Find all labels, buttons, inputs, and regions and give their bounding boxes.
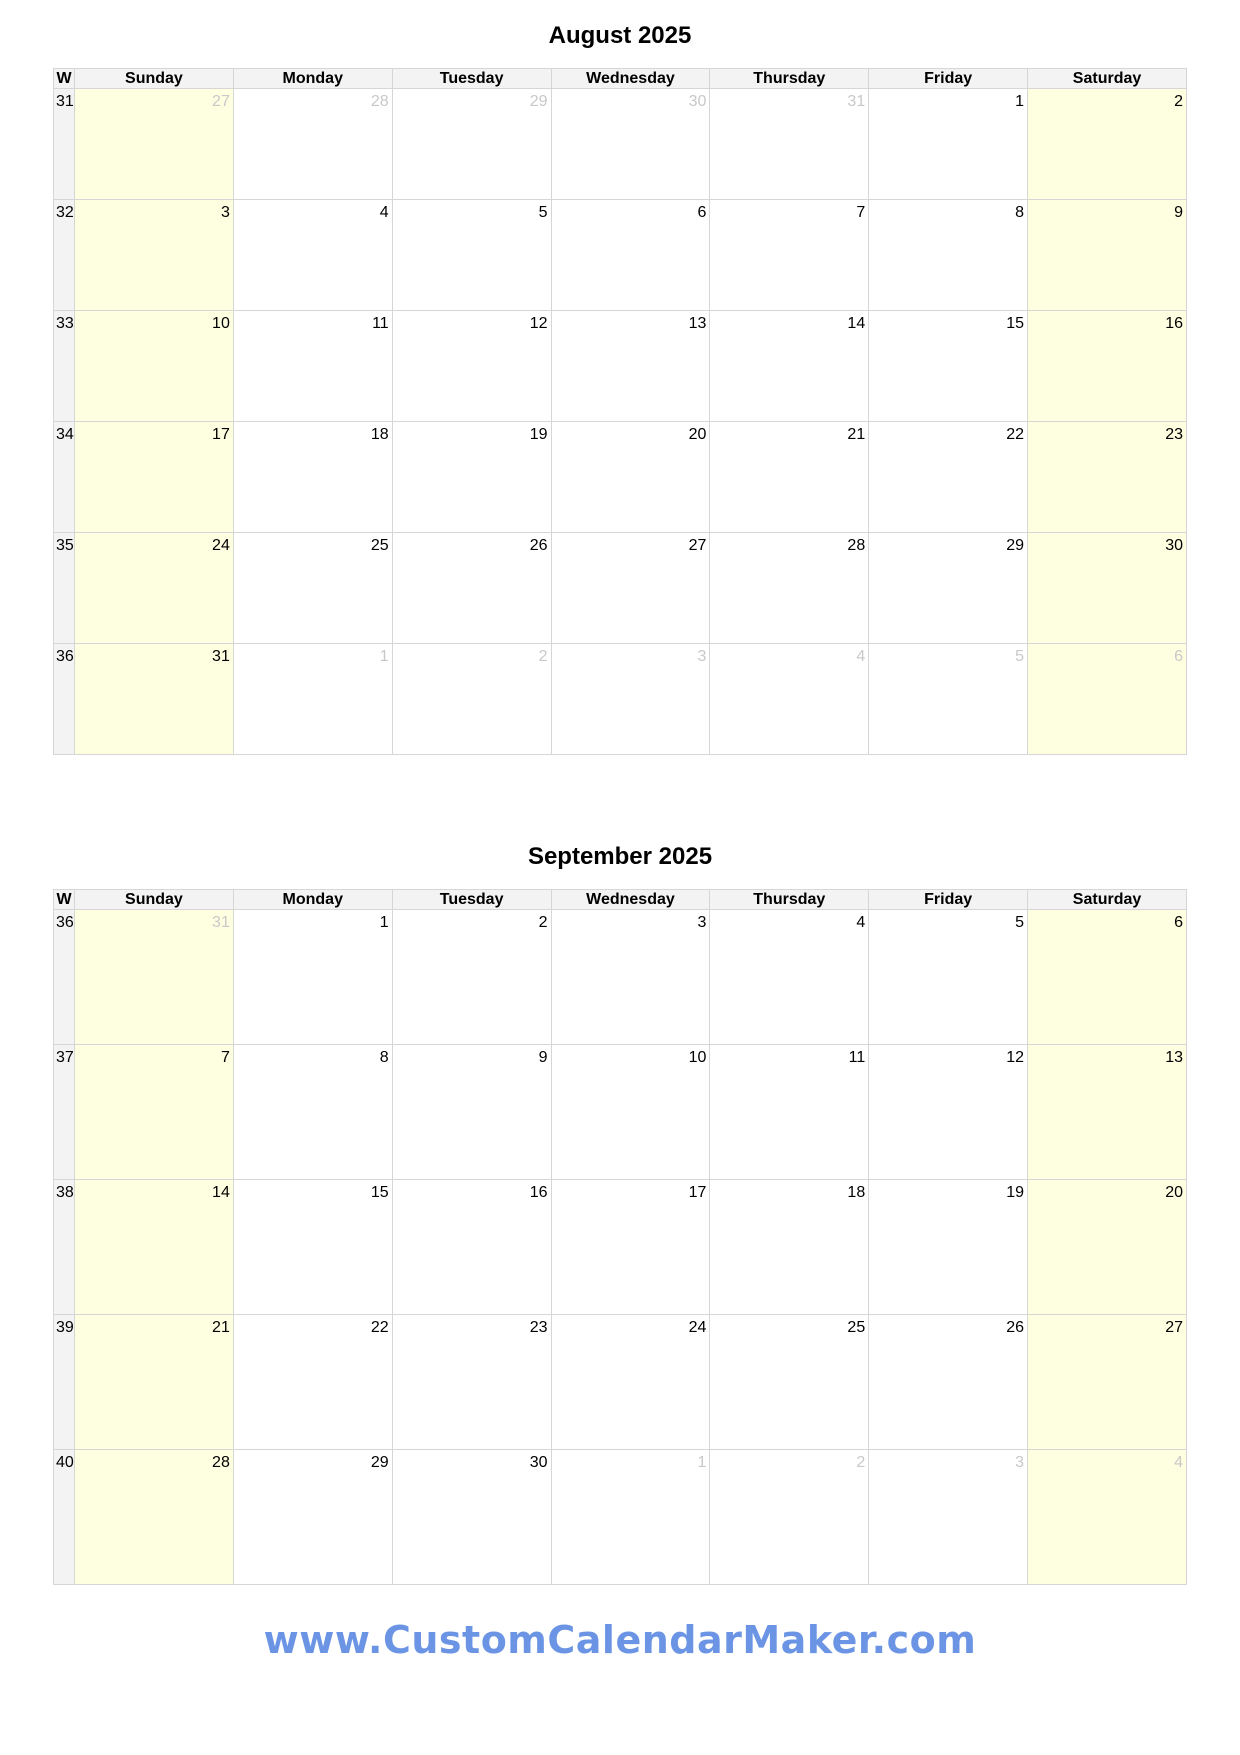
- day-number: 18: [847, 1184, 866, 1201]
- day-number: 31: [212, 648, 230, 665]
- day-cell[interactable]: [392, 200, 551, 311]
- day-cell[interactable]: [1028, 311, 1187, 422]
- day-number: 1: [379, 914, 389, 931]
- day-cell-other-month[interactable]: [551, 89, 710, 200]
- day-cell[interactable]: [1028, 422, 1187, 533]
- day-cell[interactable]: [551, 910, 710, 1045]
- day-cell[interactable]: [869, 311, 1028, 422]
- day-cell[interactable]: [1028, 1315, 1187, 1450]
- day-number: 16: [1165, 315, 1183, 332]
- day-number: 2: [538, 914, 548, 931]
- weekday-header-sunday: Sunday: [75, 890, 234, 910]
- week-row: [54, 89, 1187, 200]
- week-number: 32: [56, 204, 74, 221]
- day-cell[interactable]: [551, 422, 710, 533]
- day-cell[interactable]: [869, 89, 1028, 200]
- day-cell-other-month[interactable]: [869, 1450, 1028, 1585]
- day-number: 25: [370, 537, 389, 554]
- week-number: 37: [56, 1049, 74, 1066]
- day-cell-other-month[interactable]: [1028, 644, 1187, 755]
- day-number: 4: [379, 204, 389, 221]
- day-cell-other-month[interactable]: [710, 644, 869, 755]
- day-number: 18: [370, 426, 389, 443]
- weekday-header-thursday: Thursday: [710, 69, 869, 89]
- day-number: 1: [379, 648, 389, 665]
- day-cell-other-month[interactable]: [233, 89, 392, 200]
- week-number-cell: [54, 89, 75, 200]
- week-row: [54, 311, 1187, 422]
- day-number: 1: [697, 1454, 707, 1471]
- day-number: 20: [1165, 1184, 1183, 1201]
- day-number: 3: [697, 914, 707, 931]
- day-number: 26: [1006, 1319, 1025, 1336]
- week-number-header: W: [54, 69, 75, 89]
- week-row: [54, 910, 1187, 1045]
- day-number: 2: [856, 1454, 866, 1471]
- day-number: 17: [688, 1184, 707, 1201]
- day-cell[interactable]: [710, 533, 869, 644]
- day-number: 13: [688, 315, 707, 332]
- day-cell[interactable]: [75, 1180, 234, 1315]
- day-cell[interactable]: [869, 533, 1028, 644]
- day-cell[interactable]: [392, 311, 551, 422]
- day-cell[interactable]: [392, 1045, 551, 1180]
- day-cell[interactable]: [1028, 89, 1187, 200]
- day-cell-other-month[interactable]: [710, 89, 869, 200]
- day-number: 9: [1174, 204, 1183, 221]
- week-number-cell: [54, 533, 75, 644]
- day-cell-other-month[interactable]: [75, 89, 234, 200]
- day-number: 29: [529, 93, 548, 110]
- day-cell[interactable]: [869, 200, 1028, 311]
- day-number: 14: [212, 1184, 230, 1201]
- day-cell[interactable]: [75, 1045, 234, 1180]
- day-cell[interactable]: [551, 200, 710, 311]
- day-cell[interactable]: [233, 1315, 392, 1450]
- weekday-header-row: [54, 890, 1187, 910]
- day-number: 19: [529, 426, 548, 443]
- day-cell[interactable]: [233, 311, 392, 422]
- week-row: [54, 1180, 1187, 1315]
- week-number: 33: [56, 315, 74, 332]
- footer-website[interactable]: www.CustomCalendarMaker.com: [263, 1618, 977, 1662]
- day-number: 27: [212, 93, 230, 110]
- week-number-cell: [54, 644, 75, 755]
- day-number: 11: [848, 1049, 866, 1066]
- day-cell-other-month[interactable]: [869, 644, 1028, 755]
- day-number: 28: [212, 1454, 230, 1471]
- day-cell[interactable]: [75, 1315, 234, 1450]
- day-number: 3: [1015, 1454, 1025, 1471]
- day-cell[interactable]: [392, 1315, 551, 1450]
- day-number: 8: [1015, 204, 1025, 221]
- day-number: 4: [1174, 1454, 1183, 1471]
- day-cell[interactable]: [551, 1315, 710, 1450]
- calendar-grid: [53, 68, 1187, 755]
- day-number: 25: [847, 1319, 866, 1336]
- week-number-cell: [54, 200, 75, 311]
- weekday-header-monday: Monday: [233, 890, 392, 910]
- day-cell[interactable]: [710, 200, 869, 311]
- day-number: 7: [856, 204, 866, 221]
- day-number: 19: [1006, 1184, 1025, 1201]
- month-title: August 2025: [548, 22, 692, 49]
- day-number: 31: [212, 914, 230, 931]
- day-number: 26: [529, 537, 548, 554]
- week-row: [54, 644, 1187, 755]
- day-number: 15: [1006, 315, 1025, 332]
- week-number: 38: [56, 1184, 74, 1201]
- day-cell[interactable]: [233, 910, 392, 1045]
- weekday-header-row: [54, 69, 1187, 89]
- month-title: September 2025: [527, 843, 713, 870]
- day-cell[interactable]: [869, 1315, 1028, 1450]
- day-number: 12: [529, 315, 548, 332]
- day-cell-other-month[interactable]: [1028, 1450, 1187, 1585]
- weekday-header-saturday: Saturday: [1028, 69, 1187, 89]
- day-number: 10: [212, 315, 230, 332]
- day-cell[interactable]: [392, 1450, 551, 1585]
- day-number: 4: [856, 648, 866, 665]
- day-number: 28: [370, 93, 389, 110]
- day-cell[interactable]: [233, 533, 392, 644]
- week-row: [54, 533, 1187, 644]
- day-cell[interactable]: [233, 200, 392, 311]
- day-cell[interactable]: [1028, 533, 1187, 644]
- day-cell[interactable]: [392, 1180, 551, 1315]
- day-cell[interactable]: [1028, 200, 1187, 311]
- day-number: 14: [847, 315, 866, 332]
- day-number: 6: [697, 204, 707, 221]
- day-number: 5: [1015, 914, 1025, 931]
- day-number: 13: [1165, 1049, 1183, 1066]
- day-number: 27: [688, 537, 707, 554]
- day-number: 5: [1015, 648, 1025, 665]
- weekday-header-wednesday: Wednesday: [551, 69, 710, 89]
- day-cell[interactable]: [869, 1180, 1028, 1315]
- day-cell-other-month[interactable]: [392, 89, 551, 200]
- day-number: 29: [1006, 537, 1025, 554]
- week-number: 36: [56, 914, 74, 931]
- day-number: 12: [1006, 1049, 1025, 1066]
- week-number: 31: [56, 93, 74, 110]
- week-number: 36: [56, 648, 74, 665]
- weekday-header-wednesday: Wednesday: [551, 890, 710, 910]
- calendar-grid: [53, 889, 1187, 1585]
- day-number: 3: [697, 648, 707, 665]
- week-row: [54, 1450, 1187, 1585]
- day-cell-other-month[interactable]: [551, 644, 710, 755]
- day-number: 6: [1174, 914, 1183, 931]
- week-number: 35: [56, 537, 74, 554]
- day-number: 8: [379, 1049, 389, 1066]
- day-cell[interactable]: [551, 1045, 710, 1180]
- day-number: 23: [1165, 426, 1183, 443]
- day-cell[interactable]: [75, 200, 234, 311]
- week-number-cell: [54, 1045, 75, 1180]
- day-cell[interactable]: [551, 533, 710, 644]
- day-cell-other-month[interactable]: [551, 1450, 710, 1585]
- day-number: 30: [529, 1454, 548, 1471]
- weekday-header-friday: Friday: [869, 69, 1028, 89]
- week-row: [54, 422, 1187, 533]
- day-number: 3: [220, 204, 230, 221]
- day-cell[interactable]: [1028, 910, 1187, 1045]
- day-number: 4: [856, 914, 866, 931]
- week-number-cell: [54, 311, 75, 422]
- day-cell[interactable]: [75, 422, 234, 533]
- weekday-header-sunday: Sunday: [75, 69, 234, 89]
- day-number: 5: [538, 204, 548, 221]
- day-number: 1: [1015, 93, 1025, 110]
- day-cell[interactable]: [551, 1180, 710, 1315]
- day-number: 24: [212, 537, 230, 554]
- week-number-cell: [54, 910, 75, 1045]
- day-number: 15: [370, 1184, 389, 1201]
- weekday-header-tuesday: Tuesday: [392, 69, 551, 89]
- day-cell[interactable]: [710, 910, 869, 1045]
- day-cell[interactable]: [233, 1045, 392, 1180]
- day-cell-other-month[interactable]: [392, 644, 551, 755]
- week-number-cell: [54, 1180, 75, 1315]
- day-number: 30: [1165, 537, 1183, 554]
- week-number-cell: [54, 1450, 75, 1585]
- day-cell[interactable]: [710, 422, 869, 533]
- day-cell[interactable]: [710, 1045, 869, 1180]
- week-number-header: W: [54, 890, 75, 910]
- day-cell[interactable]: [233, 1450, 392, 1585]
- day-number: 2: [538, 648, 548, 665]
- day-cell[interactable]: [710, 1180, 869, 1315]
- day-cell[interactable]: [710, 311, 869, 422]
- day-cell[interactable]: [869, 422, 1028, 533]
- day-cell-other-month[interactable]: [75, 910, 234, 1045]
- day-cell[interactable]: [392, 533, 551, 644]
- weekday-header-thursday: Thursday: [710, 890, 869, 910]
- day-number: 11: [372, 315, 389, 332]
- week-number: 34: [56, 426, 74, 443]
- calendar-august: [53, 22, 1187, 760]
- day-number: 29: [370, 1454, 389, 1471]
- week-number-cell: [54, 1315, 75, 1450]
- day-number: 9: [538, 1049, 548, 1066]
- day-number: 6: [1174, 648, 1183, 665]
- day-number: 7: [220, 1049, 230, 1066]
- week-row: [54, 200, 1187, 311]
- day-number: 31: [847, 93, 866, 110]
- day-cell[interactable]: [551, 311, 710, 422]
- day-number: 21: [847, 426, 866, 443]
- day-number: 23: [529, 1319, 548, 1336]
- day-number: 20: [688, 426, 707, 443]
- week-row: [54, 1315, 1187, 1450]
- day-number: 2: [1174, 93, 1183, 110]
- weekday-header-monday: Monday: [233, 69, 392, 89]
- weekday-header-tuesday: Tuesday: [392, 890, 551, 910]
- day-cell[interactable]: [233, 422, 392, 533]
- day-cell[interactable]: [1028, 1045, 1187, 1180]
- day-cell[interactable]: [75, 311, 234, 422]
- day-cell[interactable]: [392, 422, 551, 533]
- day-number: 17: [212, 426, 230, 443]
- day-cell-other-month[interactable]: [710, 1450, 869, 1585]
- day-cell[interactable]: [75, 644, 234, 755]
- day-number: 22: [1006, 426, 1025, 443]
- day-cell[interactable]: [710, 1315, 869, 1450]
- day-number: 28: [847, 537, 866, 554]
- week-number: 39: [56, 1319, 74, 1336]
- day-cell[interactable]: [75, 533, 234, 644]
- weekday-header-friday: Friday: [869, 890, 1028, 910]
- calendar-september: [53, 843, 1187, 1593]
- day-number: 22: [370, 1319, 389, 1336]
- day-cell-other-month[interactable]: [233, 644, 392, 755]
- day-number: 30: [688, 93, 707, 110]
- day-number: 24: [688, 1319, 707, 1336]
- day-number: 16: [529, 1184, 548, 1201]
- week-number: 40: [56, 1454, 74, 1471]
- day-cell[interactable]: [1028, 1180, 1187, 1315]
- day-cell[interactable]: [75, 1450, 234, 1585]
- week-row: [54, 1045, 1187, 1180]
- day-cell[interactable]: [869, 1045, 1028, 1180]
- day-cell[interactable]: [392, 910, 551, 1045]
- week-number-cell: [54, 422, 75, 533]
- day-number: 10: [688, 1049, 707, 1066]
- weekday-header-saturday: Saturday: [1028, 890, 1187, 910]
- day-cell[interactable]: [869, 910, 1028, 1045]
- day-number: 21: [212, 1319, 230, 1336]
- day-cell[interactable]: [233, 1180, 392, 1315]
- day-number: 27: [1165, 1319, 1183, 1336]
